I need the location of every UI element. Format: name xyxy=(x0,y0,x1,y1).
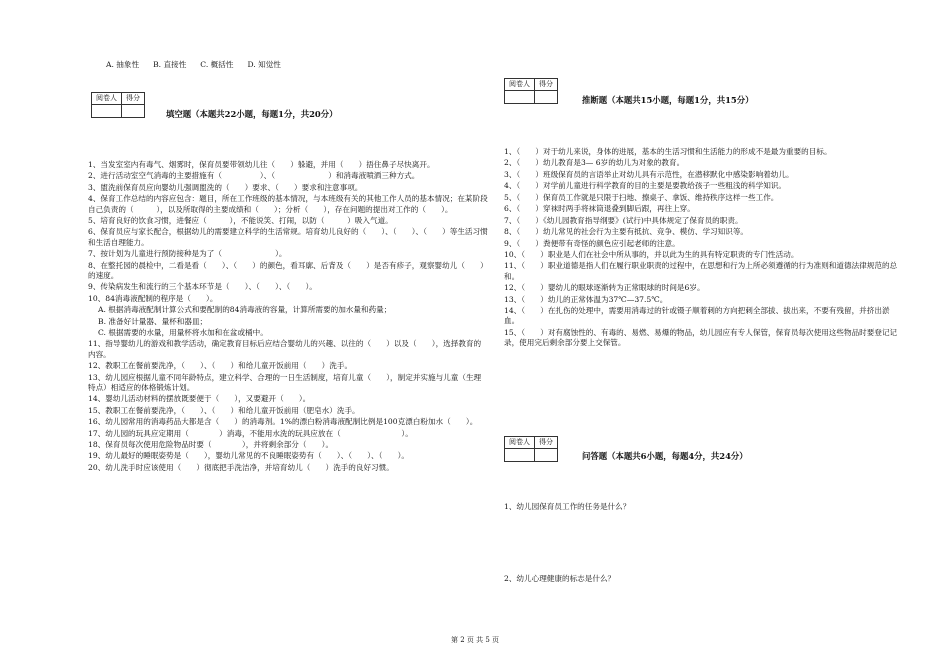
fill-question-6: 6、保育员应与家长配合，根据幼儿的需要建立科学的生活常规。培育幼儿良好的（ ）、（ ）、（ ）等生活习惯和生活自理能力。 xyxy=(88,227,488,247)
reviewer-label: 阅卷人 xyxy=(92,93,122,105)
score-box-judge xyxy=(504,78,558,104)
fill-question-11: A. 根据消毒液配制计算公式和要配制的84消毒液的容量，计算所需要的加水量和药量； xyxy=(98,305,392,315)
qa-question-2: 2、幼儿心理健康的标志是什么？ xyxy=(504,574,616,583)
judge-question-12: 12、（ ）婴幼儿的眼球逐渐转为正常眼球的时间是6岁。 xyxy=(504,283,705,293)
fill-question-2: 2、进行活动室空气消毒的主要措施有（ ）、（ ）和消毒液喷洒三种方式。 xyxy=(88,171,420,181)
fill-question-3: 3、盥洗前保育员应向婴幼儿强调盥洗的（ ）要求、（ ）要求和注意事项。 xyxy=(88,182,363,192)
judge-question-14: 14、（ ）在扎伤的处理中，需要用消毒过的针或镊子顺着刺的方向把刺全部拔、拔出来，不要有残留，并挤出淤血。 xyxy=(504,305,890,326)
judge-question-4: 4、（ ）对学前儿童进行科学教育的目的主要是要教给孩子一些粗浅的科学知识。 xyxy=(504,181,786,191)
fill-question-14: 11、指导婴幼儿的游戏和教学活动，确定教育目标后应结合婴幼儿的兴趣、以往的（ ）以及（ ），选择教育的内容。 xyxy=(88,339,482,359)
fill-question-10: 10、84消毒液配制的程序是（ ）。 xyxy=(88,293,218,303)
option-a: A. 抽象性 xyxy=(106,60,140,69)
fill-question-12: B. 准备好计量器、量杯和器皿； xyxy=(98,316,208,326)
judge-section-title: 推断题（本题共15小题，每题1分，共15分） xyxy=(582,95,754,105)
fill-question-19: 16、幼儿园常用的消毒药品大都是含（ ）的消毒剂。1%的漂白粉消毒液配制比例是100克漂白粉加水（ ）。 xyxy=(88,417,478,427)
fill-question-1: 1、当发室室内有毒气、烟雾时，保育员要带领幼儿往（ ）躲避，并用（ ）捂住鼻子尽快离开。 xyxy=(88,160,435,169)
page-footer: 第 2 页 共 5 页 xyxy=(450,636,500,644)
score-label: 得分 xyxy=(535,79,558,91)
fill-question-7: 7、按计划为儿童进行预防接种是为了（ ）。 xyxy=(88,249,287,259)
fill-section-title: 填空题（本题共22小题，每题1分，共20分） xyxy=(166,109,338,119)
reviewer-label: 阅卷人 xyxy=(505,79,535,91)
fill-question-20: 17、幼儿园的玩具应定期用（ ）消毒，不能用水洗的玩具应放在（ ）。 xyxy=(88,428,413,438)
qa-question-1: 1、幼儿园保育员工作的任务是什么？ xyxy=(504,502,631,511)
reviewer-cell[interactable] xyxy=(505,449,535,462)
option-c: C. 概括性 xyxy=(200,60,234,69)
reviewer-label: 阅卷人 xyxy=(505,437,535,449)
left-column xyxy=(88,54,488,634)
score-label: 得分 xyxy=(535,437,558,449)
judge-question-list xyxy=(504,147,904,349)
qa-question-list xyxy=(504,502,904,513)
judge-question-5: 5、（ ）保育员工作就是只限于扫地、擦桌子、拿饭、维持秩序这样一些工作。 xyxy=(504,192,779,202)
fill-question-9: 9、传染病发生和流行的三个基本环节是（ ）、（ ）、（ ）。 xyxy=(88,282,317,292)
score-label: 得分 xyxy=(122,93,145,105)
reviewer-cell[interactable] xyxy=(505,91,535,104)
judge-question-9: 9、（ ）粪便带有奇怪的颜色应引起老师的注意。 xyxy=(504,238,680,248)
option-b: B. 直接性 xyxy=(153,60,187,69)
score-cell[interactable] xyxy=(122,105,145,118)
judge-question-8: 8、（ ）幼儿常见的社会行为主要有抵抗、竞争、模仿、学习知识等。 xyxy=(504,227,749,237)
judge-question-3: 3、（ ）班级保育员的言语举止对幼儿具有示范性，在潜移默化中感染影响着幼儿。 xyxy=(504,169,794,179)
fill-question-17: 14、婴幼儿活动材料的摆放既要便于（ ），又要避开（ ）。 xyxy=(88,394,311,404)
option-d: D. 知觉性 xyxy=(247,60,281,69)
fill-question-15: 12、教职工在餐前要洗净，（ ）、（ ）和给儿童开饭前用（ ）洗手。 xyxy=(88,361,353,371)
judge-question-10: 10、（ ）职业是人们在社会中所从事的，并以此为生的具有特定职责的专门性活动。 xyxy=(504,249,799,259)
score-box-fill xyxy=(91,92,145,118)
right-column xyxy=(504,54,904,634)
fill-question-21: 18、保育员每次使用危险物品时要（ ），并将剩余部分（ ）。 xyxy=(88,440,334,449)
fill-question-4: 4、保育工作总结的内容应包含：题目，所在工作班级的基本情况，与本班级有关的其他工作人员的基本情况；在某阶段自己负责的（ ），以及所取得的主要成绩和（ ）；分析（ ），存在问题的提出对工作的（ ）。 xyxy=(88,194,488,214)
judge-question-11: 11、（ ）职业道德是指人们在履行职业职责的过程中，在思想和行为上所必须遵循的行为准则和道德法律规范的总和。 xyxy=(504,261,898,281)
score-cell[interactable] xyxy=(535,449,558,462)
score-cell[interactable] xyxy=(535,91,558,104)
answer-options xyxy=(106,60,281,70)
fill-question-5: 5、培育良好的饮食习惯，进餐应（ ），不能说笑、打闹，以防（ ）吸入气道。 xyxy=(88,216,393,225)
fill-question-22: 19、幼儿最好的睡眠姿势是（ ），婴幼儿常见的不良睡眠姿势有（ ）、（ ）、（ ）。 xyxy=(88,451,409,461)
reviewer-cell[interactable] xyxy=(92,105,122,118)
judge-question-6: 6、（ ）穿袜时两手将袜筒退叠到脚后跟，再往上穿。 xyxy=(504,204,695,214)
fill-question-23: 20、幼儿洗手时应该使用（ ）彻底把手洗洁净，并培育幼儿（ ）洗手的良好习惯。 xyxy=(88,462,394,472)
fill-question-18: 15、教职工在餐前要洗净，（ ）、（ ）和给儿童开饭前用（肥皂水）洗手。 xyxy=(88,405,360,415)
fill-question-list xyxy=(88,160,488,474)
fill-question-8: 8、在整托园的晨检中，二看是看（ ）、（ ）的颜色，看耳廓、后背及（ ）是否有疹子，观察婴幼儿（ ）的速度。 xyxy=(88,260,488,280)
qa-question-list-2 xyxy=(504,574,904,585)
judge-question-13: 13、（ ）幼儿的正常体温为37℃—37.5℃。 xyxy=(504,294,668,304)
score-box-qa xyxy=(504,436,558,462)
judge-question-2: 2、（ ）幼儿教育是3— 6岁的幼儿为对象的教育。 xyxy=(504,158,685,168)
judge-question-15: 15、（ ）对有腐蚀性的、有毒的、易燃、易爆的物品，幼儿园应有专人保管，保育员每次使用这些物品时要登记记录，使用完后剩余部分要上交保管。 xyxy=(504,327,898,347)
judge-question-7: 7、（ ）《幼儿园教育指导纲要》(试行)中具体规定了保育员的职责。 xyxy=(504,215,743,225)
qa-section-title: 问答题（本题共6小题，每题4分，共24分） xyxy=(582,451,748,461)
fill-question-13: C. 根据需要的水量，用量杯将水加和在盆或桶中。 xyxy=(98,328,268,337)
judge-question-1: 1、（ ）对于幼儿来说，身体的进展，基本的生活习惯和生活能力的形成不是最为重要的目标。 xyxy=(504,147,832,156)
fill-question-16: 13、幼儿园应根据儿童不同年龄特点，建立科学、合理的一日生活制度，培育儿童（ ），制定并实施与儿童（生理特点）相适应的体格锻炼计划。 xyxy=(88,372,482,392)
